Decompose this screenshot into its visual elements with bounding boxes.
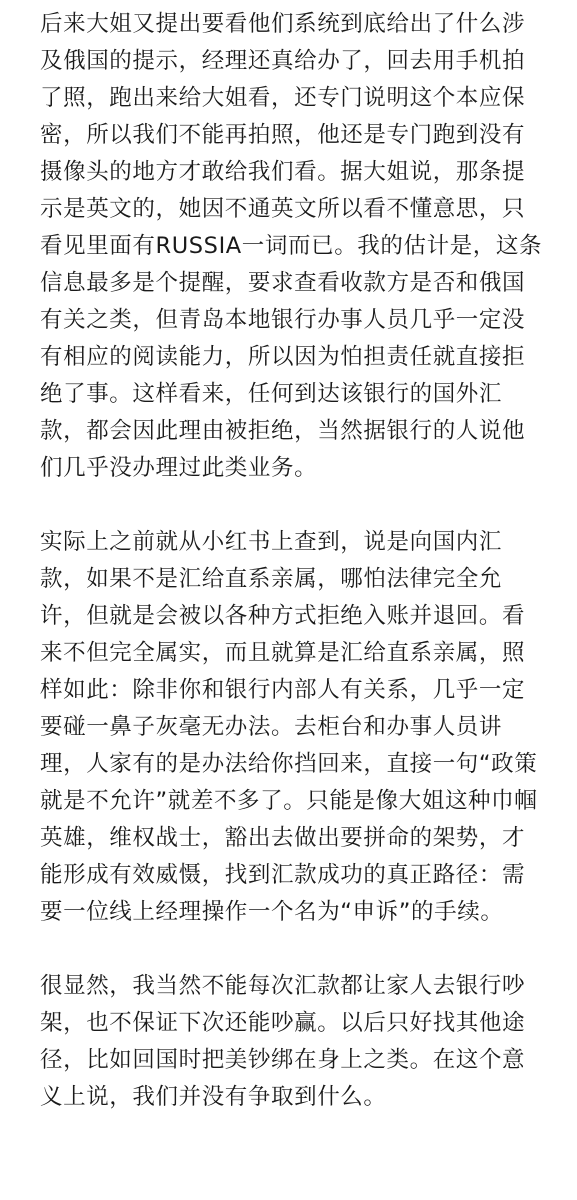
paragraph-2: 实际上之前就从小红书上查到，说是向国内汇款，如果不是汇给直系亲属，哪怕法律完全允许，但就是会被以各种方式拒绝入账并退回。看来不但完全属实，而且就算是汇给直系亲属，照样如此：除非你和银行内部人有关系，几乎一定要碰一鼻子灰毫无办法。去柜台和办事人员讲理，人家有的是办法给你挡回来，直接一句“政策就是不允许”就差不多了。只能是像大姐这种巾帼英雄，维权战士，豁出去做出要拼命的架势，才能形成有效威慑，找到汇款成功的真正路径：需要一位线上经理操作一个名为“申诉”的手续。 bbox=[40, 529, 538, 925]
paragraph-1: 后来大姐又提出要看他们系统到底给出了什么涉及俄国的提示，经理还真给办了，回去用手机拍了照，跑出来给大姐看，还专门说明这个本应保密，所以我们不能再拍照，他还是专门跑到没有摄像头的地方才敢给我们看。据大姐说，那条提示是英文的，她因不通英文所以看不懂意思，只看见里面有RUSSIA一词而已。我的估计是，这条信息最多是个提醒，要求查看收款方是否和俄国有关之类，但青岛本地银行办事人员几乎一定没有相应的阅读能力，所以因为怕担责任就直接拒绝了事。这样看来，任何到达该银行的国外汇款，都会因此理由被拒绝，当然据银行的人说他们几乎没办理过此类业务。 bbox=[40, 11, 543, 481]
paragraph-3: 很显然，我当然不能每次汇款都让家人去银行吵架，也不保证下次还能吵赢。以后只好找其他途径，比如回国时把美钞绑在身上之类。在这个意义上说，我们并没有争取到什么。 bbox=[40, 973, 526, 1110]
